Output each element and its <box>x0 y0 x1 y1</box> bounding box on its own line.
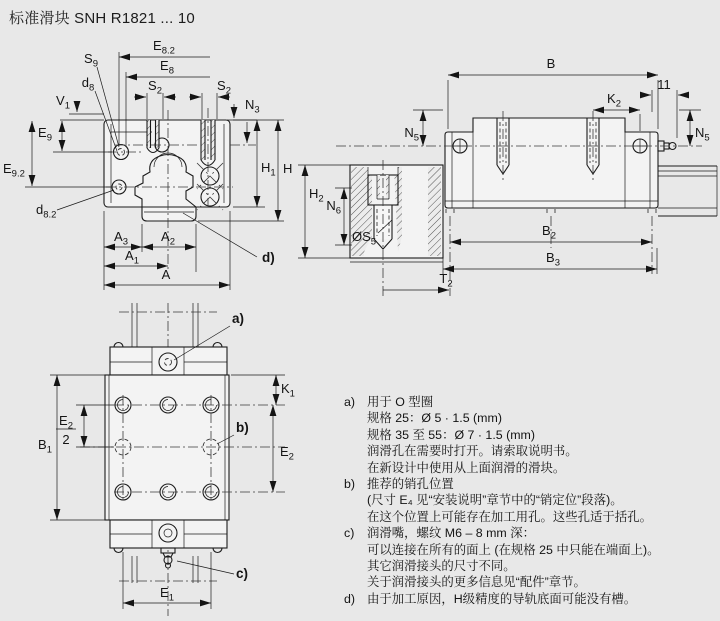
footnote-line: 规格 25：Ø 5 · 1.5 (mm) <box>367 411 502 426</box>
dim-label-a: A <box>161 267 171 282</box>
footnote-line: 在这个位置上可能存在加工用孔。这些孔适于括孔。 <box>367 509 652 524</box>
dim-label-e82: $E_{8.2}$ <box>153 38 175 57</box>
footnote-line: 在新设计中使用从上面润滑的滑块。 <box>367 460 566 475</box>
footnote-marker: c) <box>344 526 355 541</box>
footnote-marker: d) <box>344 591 356 606</box>
dim-label-d82: $d_{8.2}$ <box>36 202 57 221</box>
dim-label-k1: $K_1$ <box>281 381 295 400</box>
dim-label-b2: $B_2$ <box>542 223 556 242</box>
dim-label-e1: $E_1$ <box>160 585 174 604</box>
footnote-line: 可以连接在所有的面上 (在规格 25 中只能在端面上)。 <box>367 542 660 557</box>
footnote-marker: a) <box>344 395 356 409</box>
dim-label-h: H <box>283 161 293 176</box>
callout-b: b) <box>236 420 249 435</box>
footnote-line: 规格 35 至 55：Ø 7 · 1.5 (mm) <box>367 427 535 442</box>
footnote-marker: b) <box>344 477 356 492</box>
dim-label-e8: $E_8$ <box>160 58 174 77</box>
dim-label-e2-half-den: 2 <box>62 432 70 447</box>
dim-label-v1: $V_1$ <box>56 93 70 112</box>
page-title: 标准滑块 SNH R1821 ... 10 <box>9 10 195 27</box>
dim-label-n5-right: $N_5$ <box>695 125 710 144</box>
dim-label-s5: $ØS_5$ <box>352 229 377 248</box>
dim-label-e2-half-num: $E_2$ <box>59 413 73 432</box>
dim-label-e9: $E_9$ <box>38 125 52 144</box>
dim-label-s9: $S_9$ <box>84 51 98 70</box>
front-view-drawing <box>3 38 292 290</box>
dim-label-a1: $A_1$ <box>125 248 139 267</box>
dim-label-b1: $B_1$ <box>38 437 52 456</box>
dim-label-h2: $H_2$ <box>309 186 324 205</box>
dim-label-a2: $A_2$ <box>161 229 175 248</box>
dim-label-a3: $A_3$ <box>114 229 128 248</box>
dim-label-b: B <box>546 56 556 71</box>
footnote-c <box>344 525 716 591</box>
dim-label-k2: $K_2$ <box>607 91 621 110</box>
dim-label-n3: $N_3$ <box>245 97 260 116</box>
dim-label-11: 11 <box>657 77 671 92</box>
dim-label-d8: $d_8$ <box>81 75 95 94</box>
footnotes <box>344 394 716 607</box>
callout-c: c) <box>236 566 249 581</box>
dim-label-s2-right: $S_2$ <box>217 78 231 97</box>
footnote-a <box>344 394 716 476</box>
footnote-line: 其它润滑接头的尺寸不同。 <box>367 559 516 574</box>
footnote-line: 润滑孔在需要时打开。请索取说明书。 <box>367 444 578 459</box>
footnote-line: 由于加工原因，H级精度的导轨底面可能没有槽。 <box>367 591 637 606</box>
dim-label-e92: $E_{9.2}$ <box>3 161 25 180</box>
dim-label-n6: $N_6$ <box>326 198 341 217</box>
dim-label-s2-left: $S_2$ <box>148 78 162 97</box>
footnote-line: 用于 O 型圈 <box>367 395 434 409</box>
dim-label-n5-left: $N_5$ <box>404 125 419 144</box>
footnote-line: 推荐的销孔位置 <box>367 477 454 492</box>
dim-label-h1: $H_1$ <box>261 160 276 179</box>
side-view-drawing <box>298 56 717 296</box>
callout-a: a) <box>232 311 245 326</box>
footnote-line: 润滑嘴，螺纹 M6 – 8 mm 深： <box>367 526 535 541</box>
dim-label-t2: $T_2$ <box>439 271 453 290</box>
dim-label-b3: $B_3$ <box>546 250 560 269</box>
dim-label-e2: $E_2$ <box>280 444 294 463</box>
callout-d: d) <box>262 250 275 265</box>
footnote-b <box>344 476 716 525</box>
footnote-d <box>344 591 716 607</box>
footnote-line: (尺寸 E₄ 见“安装说明”章节中的“销定位”段落)。 <box>367 493 623 508</box>
top-view-drawing <box>38 303 295 616</box>
footnote-line: 关于润滑接头的更多信息见“配件”章节。 <box>367 575 586 590</box>
